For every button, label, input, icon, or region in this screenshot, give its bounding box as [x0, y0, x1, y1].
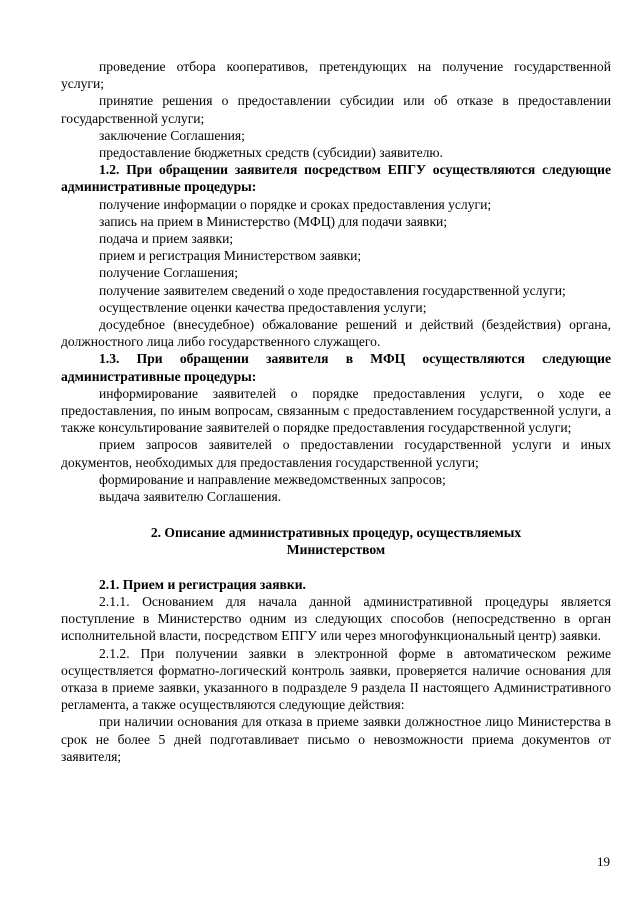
- paragraph: заключение Соглашения;: [99, 127, 245, 143]
- subsection-heading-1-3: 1.3. При обращении заявителя в МФЦ осуществляются следующие административные процедуры:: [61, 351, 611, 384]
- list-item: информирование заявителей о порядке предоставления услуги, о ходе ее предоставления, по иным вопросам, связанным с предоставлением государственной услуги, а также консультирование заявителей о порядке предоставления государственной услуги;: [61, 385, 611, 436]
- list-item: формирование и направление межведомственных запросов;: [99, 471, 446, 487]
- list-item: запись на прием в Министерство (МФЦ) для подачи заявки;: [99, 213, 448, 229]
- list-item: досудебное (внесудебное) обжалование решений и действий (бездействия) органа, должностного лица либо государственного служащего.: [61, 317, 611, 350]
- paragraph: при наличии основания для отказа в приеме заявки должностное лицо Министерства в срок не более 5 дней подготавливает письмо о невозможности приема документов от заявителя;: [61, 714, 611, 764]
- list-item: получение информации о порядке и сроках предоставления услуги;: [99, 196, 492, 212]
- paragraph: предоставление бюджетных средств (субсидии) заявителю.: [99, 145, 443, 161]
- list-item: прием запросов заявителей о предоставлении государственной услуги и иных документов, необходимых для предоставления государственной услуги;: [61, 437, 611, 470]
- paragraph: принятие решения о предоставлении субсидии или об отказе в предоставлении государственной услуги;: [61, 93, 611, 126]
- list-item: осуществление оценки качества предоставления услуги;: [99, 299, 427, 315]
- list-item: подача и прием заявки;: [99, 231, 234, 247]
- list-item: получение Соглашения;: [99, 265, 238, 281]
- section-title-line: Министерством: [286, 542, 386, 558]
- list-item: выдача заявителю Соглашения.: [99, 489, 282, 505]
- list-item: прием и регистрация Министерством заявки;: [99, 248, 362, 264]
- page-number: 19: [597, 854, 610, 869]
- document-page: [61, 58, 611, 765]
- paragraph: 2.1.2. При получении заявки в электронной форме в автоматическом режиме осуществляется форматно-логический контроль заявки, проверяется наличие основания для отказа в приеме заявки, указанного в подразделе 9 раздела II настоящего Административного регламента, а также осуществляются следующие действия:: [61, 645, 611, 713]
- subsection-heading-1-2: 1.2. При обращении заявителя посредством ЕПГУ осуществляются следующие административные процедуры:: [61, 162, 611, 195]
- section-2-title: [61, 524, 611, 558]
- paragraph: 2.1.1. Основанием для начала данной административной процедуры является поступление в Министерство одним из следующих способов (непосредственно в орган исполнительной власти, посредством ЕПГУ или через многофункциональный центр) заявки.: [61, 593, 611, 644]
- subsection-heading-2-1: 2.1. Прием и регистрация заявки.: [99, 576, 306, 592]
- section-title-line: 2. Описание административных процедур, осуществляемых: [150, 525, 522, 541]
- list-item: получение заявителем сведений о ходе предоставления государственной услуги;: [99, 282, 566, 298]
- paragraph: проведение отбора кооперативов, претендующих на получение государственной услуги;: [61, 59, 611, 92]
